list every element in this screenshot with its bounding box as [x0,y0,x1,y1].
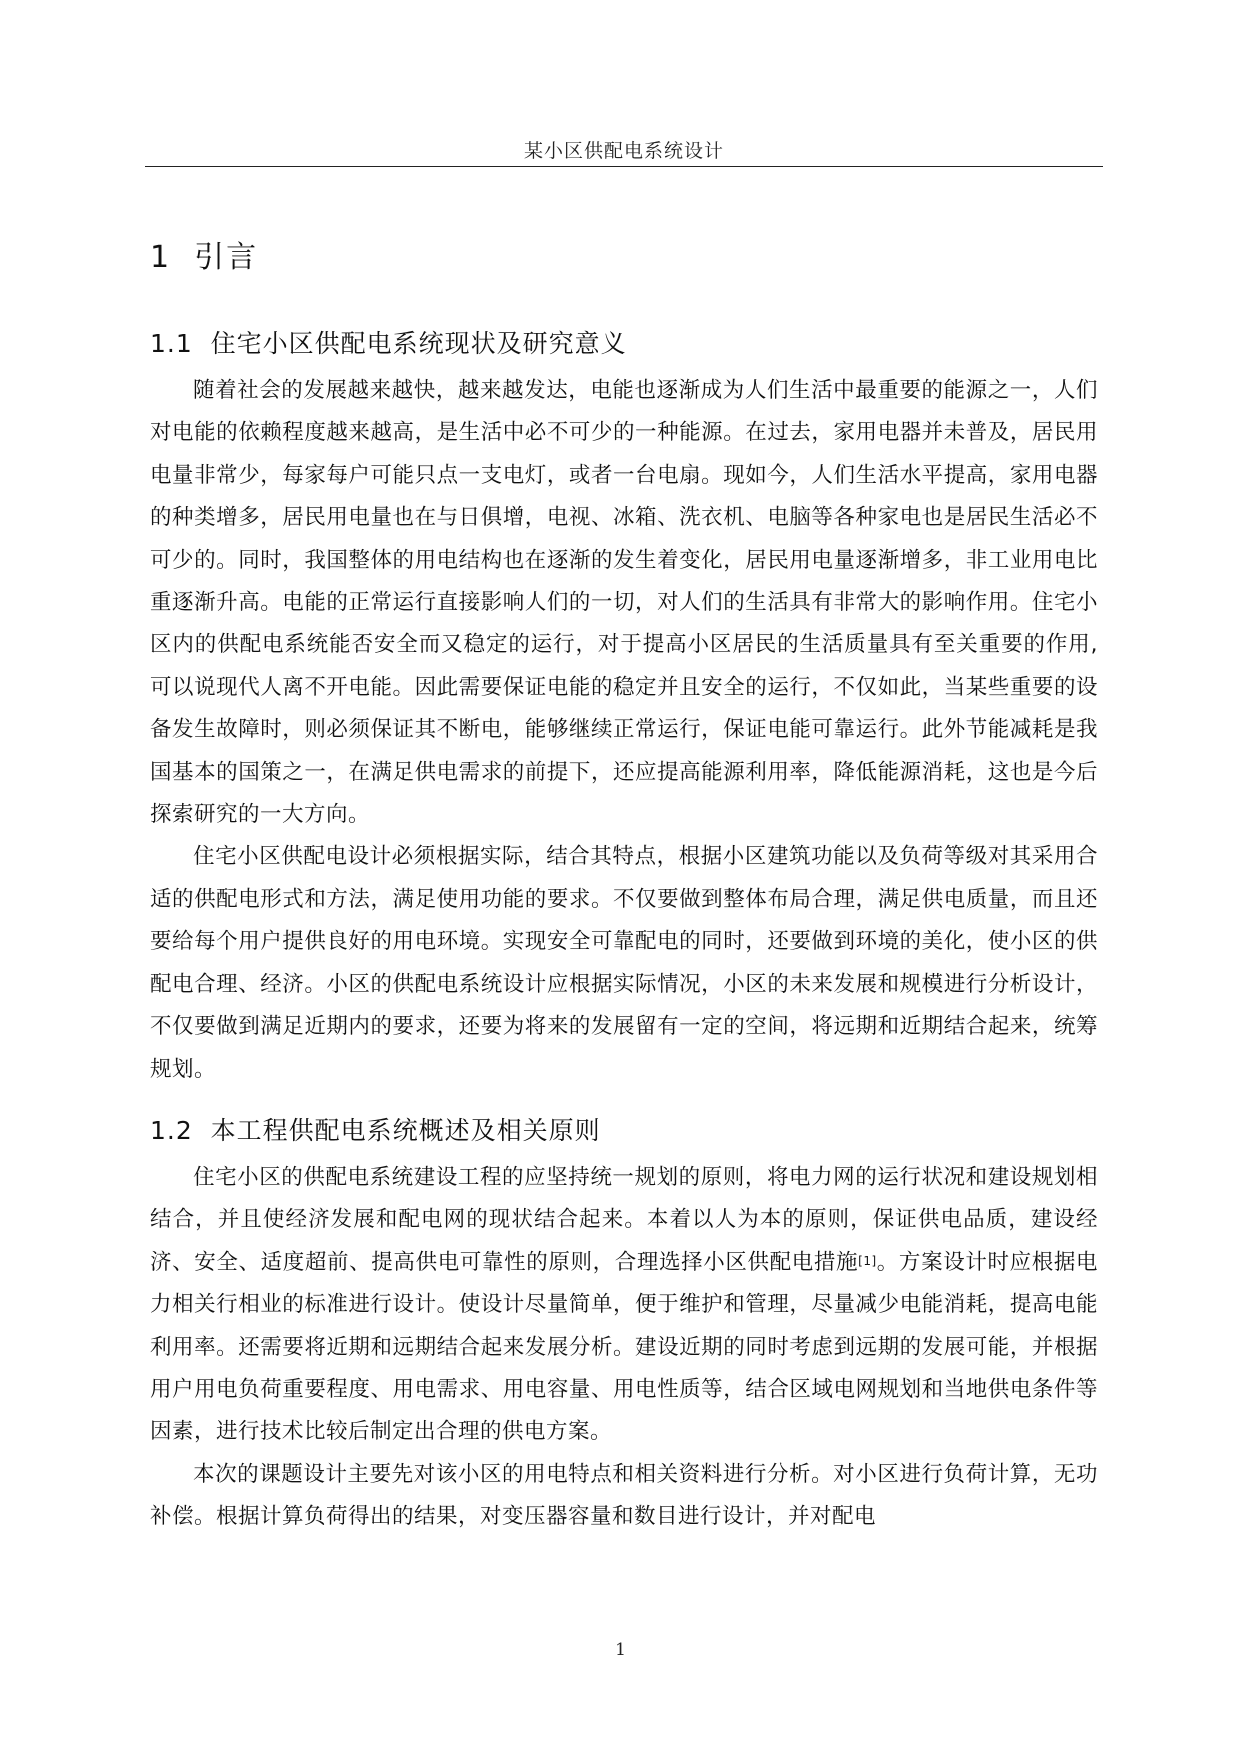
chapter-title: 引言 [194,240,259,275]
paragraph: 住宅小区供配电设计必须根据实际，结合其特点，根据小区建筑功能以及负荷等级对其采用合适的供配电形式和方法，满足使用功能的要求。不仅要做到整体布局合理，满足供电质量，而且还要给每个用户提供良好的用电环境。实现安全可靠配电的同时，还要做到环境的美化，使小区的供配电合理、经济。小区的供配电系统设计应根据实际情况，小区的未来发展和规模进行分析设计，不仅要做到满足近期内的要求，还要为将来的发展留有一定的空间，将远期和近期结合起来，统筹规划。 [150,844,1098,1082]
section-number: 1.1 [150,329,193,358]
chapter-heading [150,236,1098,280]
chapter-number: 1 [150,240,172,275]
header-rule [145,166,1103,167]
section-heading-1-1 [150,322,1098,366]
section-title: 本工程供配电系统概述及相关原则 [210,1115,601,1145]
running-header: 某小区供配电系统设计 [523,140,724,162]
page-number: 1 [615,1640,626,1660]
page-content [150,236,1098,1539]
citation-marker[interactable]: [1] [858,1253,877,1268]
paragraph: 本次的课题设计主要先对该小区的用电特点和相关资料进行分析。对小区进行负荷计算，无功补偿。根据计算负荷得出的结果，对变压器容量和数目进行设计，并对配电 [150,1461,1098,1530]
paragraph [150,1157,1098,1454]
paragraph: 随着社会的发展越来越快，越来越发达，电能也逐渐成为人们生活中最重要的能源之一，人们对电能的依赖程度越来越高，是生活中必不可少的一种能源。在过去，家用电器并未普及，居民用电量非常少，每家每户可能只点一支电灯，或者一台电扇。现如今，人们生活水平提高，家用电器的种类增多，居民用电量也在与日俱增，电视、冰箱、洗衣机、电脑等各种家电也是居民生活必不可少的。同时，我国整体的用电结构也在逐渐的发生着变化，居民用电量逐渐增多，非工业用电比重逐渐升高。电能的正常运行直接影响人们的一切，对人们的生活具有非常大的影响作用。住宅小区内的供配电系统能否安全而又稳定的运行，对于提高小区居民的生活质量具有至关重要的作用,可以说现代人离不开电能。因此需要保证电能的稳定并且安全的运行，不仅如此，当某些重要的设备发生故障时，则必须保证其不断电，能够继续正常运行，保证电能可靠运行。此外节能减耗是我国基本的国策之一，在满足供电需求的前提下，还应提高能源利用率，降低能源消耗，这也是今后探索研究的一大方向。 [150,378,1098,828]
section-number: 1.2 [150,1115,193,1145]
section-title: 住宅小区供配电系统现状及研究意义 [210,329,627,358]
section-heading-1-2 [150,1109,1098,1153]
paragraph-text: 住宅小区的供配电系统建设工程的应坚持统一规划的原则，将电力网的运行状况和建设规划相结合，并且使经济发展和配电网的现状结合起来。本着以人为本的原则，保证供电品质，建设经济、安全、适度超前、提高供电可靠性的原则，合理选择小区供配电措施 [150,1164,1098,1275]
paragraph-text: 。方案设计时应根据电力相关行相业的标准进行设计。使设计尽量简单，便于维护和管理，尽量减少电能消耗，提高电能利用率。还需要将近期和远期结合起来发展分析。建设近期的同时考虑到远期的发展可能，并根据用户用电负荷重要程度、用电需求、用电容量、用电性质等，结合区域电网规划和当地供电条件等因素，进行技术比较后制定出合理的供电方案。 [150,1249,1098,1445]
